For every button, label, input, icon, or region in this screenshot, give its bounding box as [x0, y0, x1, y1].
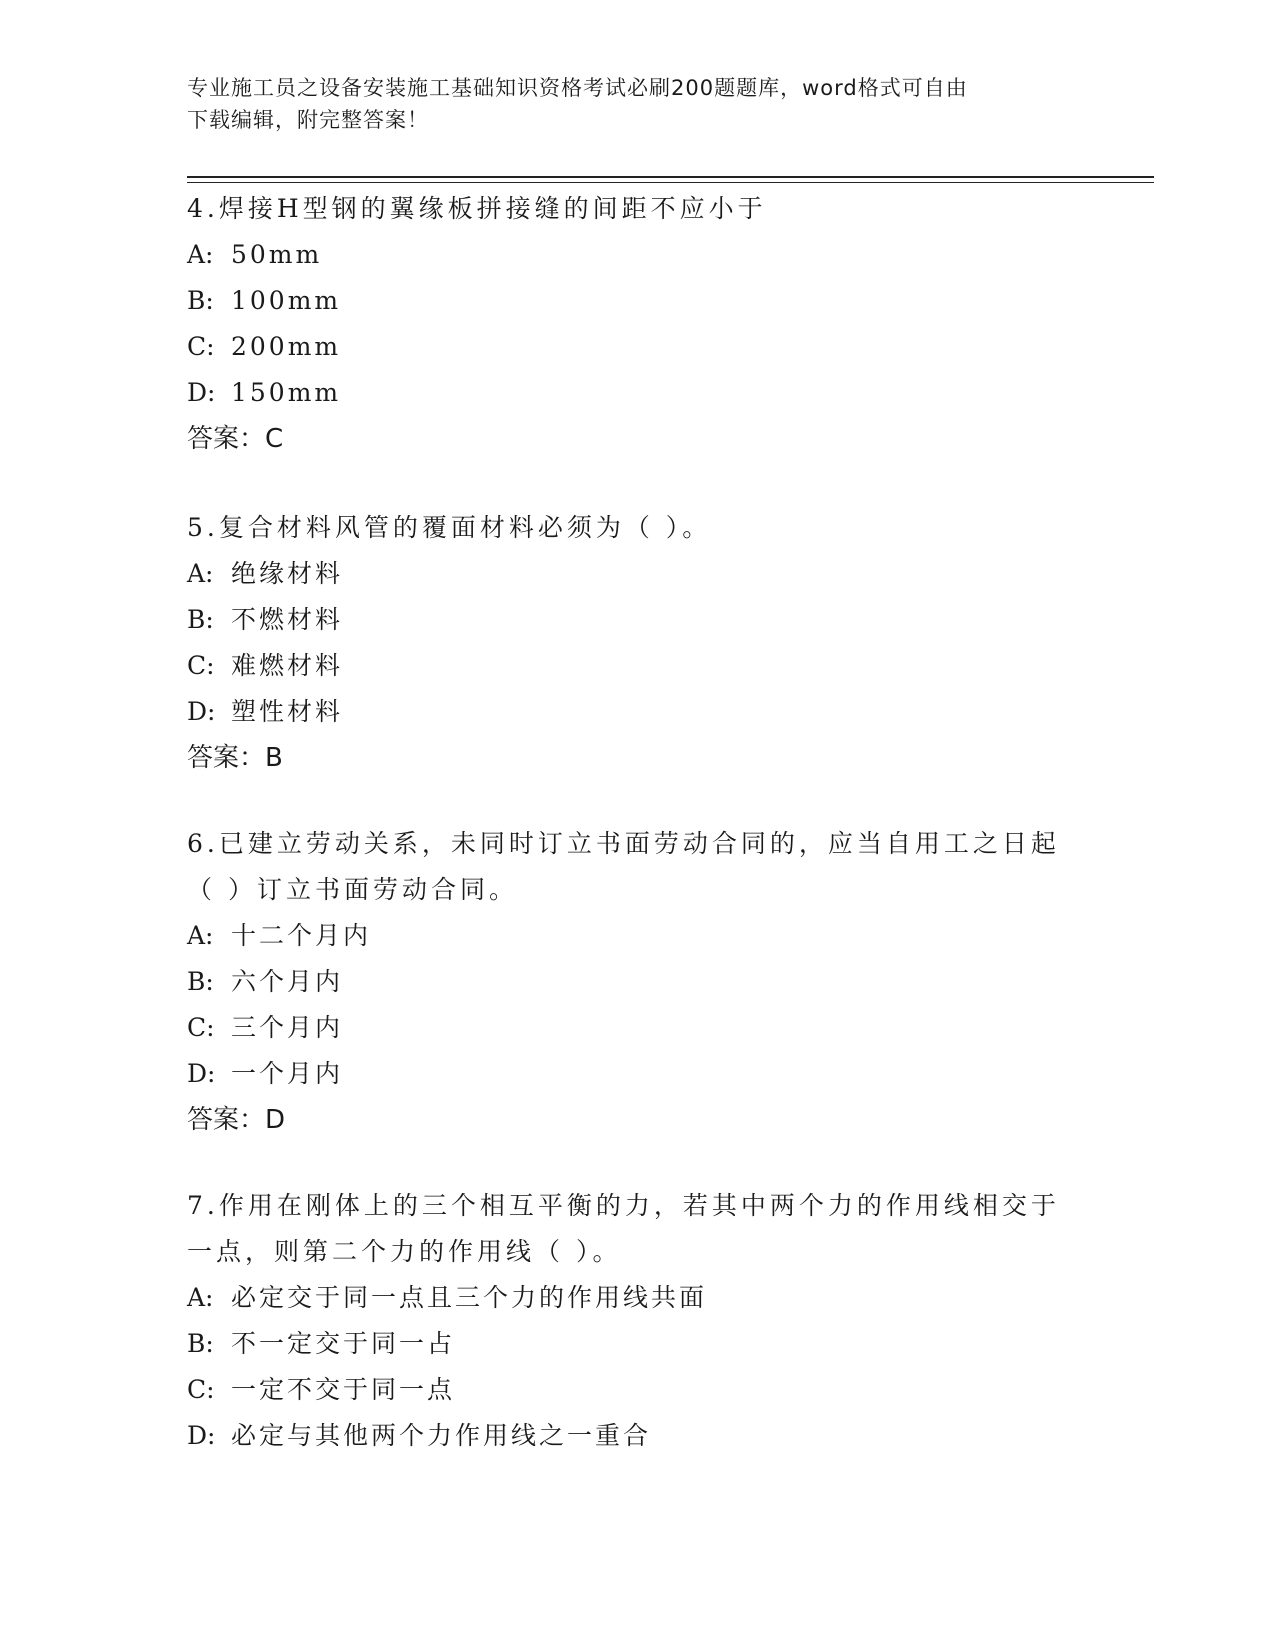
- question-5: [187, 505, 1087, 781]
- option-text: 100mm: [231, 286, 342, 315]
- option-label: B:: [187, 967, 214, 996]
- question-title-line-2: （ ）订立书面劳动合同。: [187, 875, 518, 904]
- question-title: 4.焊接H型钢的翼缘板拼接缝的间距不应小于: [187, 194, 767, 223]
- option-c: [187, 1367, 1087, 1413]
- header-divider-thick: [187, 176, 1154, 178]
- question-title-line-1: 7.作用在刚体上的三个相互平衡的力，若其中两个力的作用线相交于: [187, 1191, 1060, 1220]
- answer: 答案：C: [187, 424, 284, 454]
- option-label: A:: [187, 921, 214, 950]
- question-title-line-1: 6.已建立劳动关系，未同时订立书面劳动合同的，应当自用工之日起: [187, 829, 1060, 858]
- option-text: 一定不交于同一点: [231, 1375, 456, 1404]
- option-a: [187, 913, 1087, 959]
- option-d: [187, 1051, 1087, 1097]
- option-label: B:: [187, 286, 214, 315]
- question-title-line-2: 一点，则第二个力的作用线（ ）。: [187, 1237, 622, 1266]
- option-label: A:: [187, 1283, 214, 1312]
- document-header: [187, 72, 1087, 136]
- option-d: [187, 689, 1087, 735]
- option-text: 必定交于同一点且三个力的作用线共面: [231, 1283, 708, 1312]
- option-c: [187, 643, 1087, 689]
- header-line-2: 下载编辑，附完整答案！: [187, 108, 429, 132]
- question-4: [187, 186, 1087, 462]
- option-text: 150mm: [231, 378, 342, 407]
- header-line-1: 专业施工员之设备安装施工基础知识资格考试必刷200题题库，word格式可自由: [187, 76, 968, 100]
- answer: 答案：D: [187, 1105, 286, 1135]
- option-a: [187, 1275, 1087, 1321]
- option-label: C:: [187, 1375, 215, 1404]
- option-text: 必定与其他两个力作用线之一重合: [231, 1421, 652, 1450]
- option-text: 难燃材料: [231, 651, 344, 680]
- question-6: [187, 821, 1087, 1143]
- option-text: 50mm: [231, 240, 323, 269]
- option-text: 不燃材料: [231, 605, 344, 634]
- option-b: [187, 597, 1087, 643]
- option-text: 绝缘材料: [231, 559, 344, 588]
- option-label: B:: [187, 605, 214, 634]
- question-7: [187, 1183, 1087, 1459]
- option-label: B:: [187, 1329, 214, 1358]
- option-d: [187, 370, 1087, 416]
- option-label: D:: [187, 1059, 216, 1088]
- option-text: 200mm: [231, 332, 342, 361]
- option-label: A:: [187, 559, 214, 588]
- option-text: 不一定交于同一占: [231, 1329, 456, 1358]
- option-d: [187, 1413, 1087, 1459]
- option-label: A:: [187, 240, 214, 269]
- option-text: 十二个月内: [231, 921, 372, 950]
- option-b: [187, 1321, 1087, 1367]
- option-text: 塑性材料: [231, 697, 344, 726]
- option-a: [187, 551, 1087, 597]
- option-label: D:: [187, 1421, 216, 1450]
- option-label: C:: [187, 332, 215, 361]
- option-text: 六个月内: [231, 967, 344, 996]
- option-text: 三个月内: [231, 1013, 344, 1042]
- option-label: D:: [187, 378, 216, 407]
- option-text: 一个月内: [231, 1059, 344, 1088]
- answer: 答案：B: [187, 743, 283, 773]
- question-title: 5.复合材料风管的覆面材料必须为（ ）。: [187, 513, 712, 542]
- header-divider-thin: [187, 182, 1154, 183]
- option-a: [187, 232, 1087, 278]
- option-b: [187, 959, 1087, 1005]
- option-c: [187, 1005, 1087, 1051]
- option-b: [187, 278, 1087, 324]
- option-c: [187, 324, 1087, 370]
- option-label: C:: [187, 651, 215, 680]
- option-label: C:: [187, 1013, 215, 1042]
- option-label: D:: [187, 697, 216, 726]
